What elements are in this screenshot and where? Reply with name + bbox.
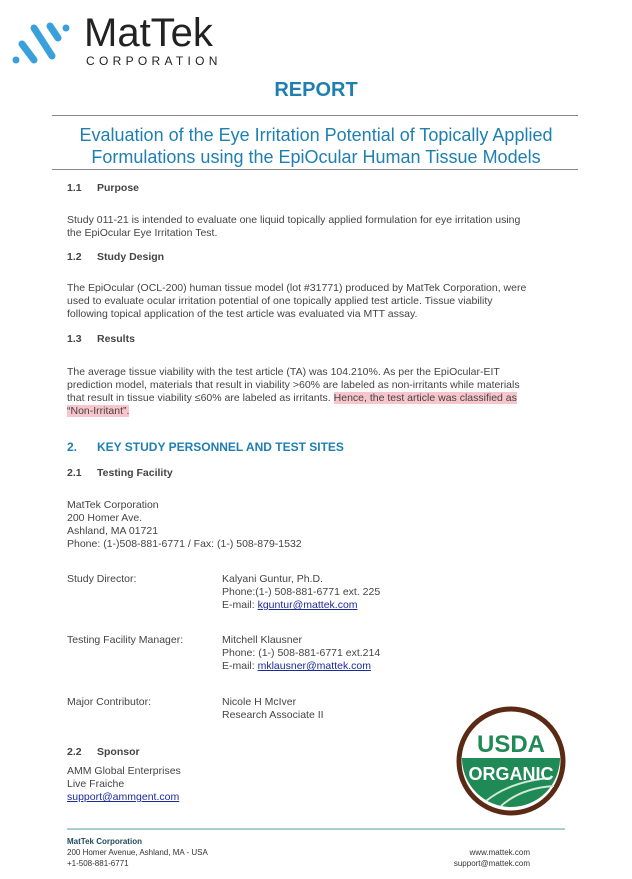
section-heading-results: 1.3 Results <box>67 333 135 345</box>
logo-sub: CORPORATION <box>86 54 222 68</box>
email-link[interactable]: support@ammgent.com <box>67 791 180 803</box>
email-link[interactable]: kguntur@mattek.com <box>257 599 358 611</box>
highlighted-conclusion: Hence, the test article was classified as <box>333 392 517 404</box>
logo-name: MatTek <box>84 11 213 55</box>
report-label: REPORT <box>274 79 358 101</box>
personnel-role: Major Contributor: <box>67 696 152 708</box>
study-design-body: The EpiOcular (OCL-200) human tissue model (lot #31771) produced by MatTek Corporation, were used to evaluate ocular irritation potential of one topically applied test article. Tissue viability following topical application of the test article was evaluated via MTT assay. <box>67 282 527 320</box>
section-heading-study-design: 1.2 Study Design <box>67 251 165 263</box>
section-heading-testing-facility: 2.1 Testing Facility <box>67 467 173 479</box>
footer-divider <box>67 828 565 830</box>
personnel-details: Kalyani Guntur, Ph.D. Phone:(1-) 508-881-6771 ext. 225 E-mail: kguntur@mattek.com <box>222 573 381 611</box>
section-heading-personnel: 2. KEY STUDY PERSONNEL AND TEST SITES <box>67 440 344 454</box>
personnel-details: Mitchell Klausner Phone: (1-) 508-881-6771 ext.214 E-mail: mklausner@mattek.com <box>222 634 381 672</box>
section-heading-sponsor: 2.2 Sponsor <box>67 746 140 758</box>
divider <box>52 169 578 170</box>
usda-organic-seal <box>456 706 566 816</box>
seal-bottom-text: ORGANIC <box>468 764 554 784</box>
title-line: Formulations using the EpiOcular Human Tissue Models <box>91 147 541 167</box>
footer-right <box>454 847 530 869</box>
footer-email: support@mattek.com <box>453 859 530 868</box>
personnel-details: Nicole H McIver Research Associate II <box>222 696 324 721</box>
personnel-role: Study Director: <box>67 573 137 585</box>
footer-website: www.mattek.com <box>469 848 530 857</box>
email-link[interactable]: mklausner@mattek.com <box>257 660 371 672</box>
highlighted-conclusion: “Non-Irritant”. <box>67 405 130 417</box>
purpose-body: Study 011-21 is intended to evaluate one liquid topically applied formulation for eye irritation using the EpiOcular Eye Irritation Test. <box>67 214 521 239</box>
results-body: The average tissue viability with the test article (TA) was 104.210%. As per the EpiOcular-EIT prediction model, materials that result in viability >60% are labeled as non-irritants while materials that result in tissue viability ≤60% are labeled as irritants. Hence, the test article was classified as “Non-Irritant”. <box>67 366 520 417</box>
report-title <box>0 124 632 168</box>
divider <box>52 115 578 116</box>
sponsor-details: AMM Global Enterprises Live Fraiche support@ammgent.com <box>67 765 181 803</box>
title-line: Evaluation of the Eye Irritation Potential of Topically Applied <box>79 125 553 145</box>
personnel-role: Testing Facility Manager: <box>67 634 184 646</box>
footer-left: MatTek Corporation 200 Homer Avenue, Ashland, MA - USA +1-508-881-6771 <box>67 837 208 868</box>
section-heading-purpose: 1.1 Purpose <box>67 182 140 194</box>
seal-top-text: USDA <box>476 731 546 758</box>
mattek-logo-icon <box>10 18 70 66</box>
facility-address: MatTek Corporation 200 Homer Ave. Ashland, MA 01721 Phone: (1-)508-881-6771 / Fax: (1-) 508-879-1532 <box>67 499 302 550</box>
